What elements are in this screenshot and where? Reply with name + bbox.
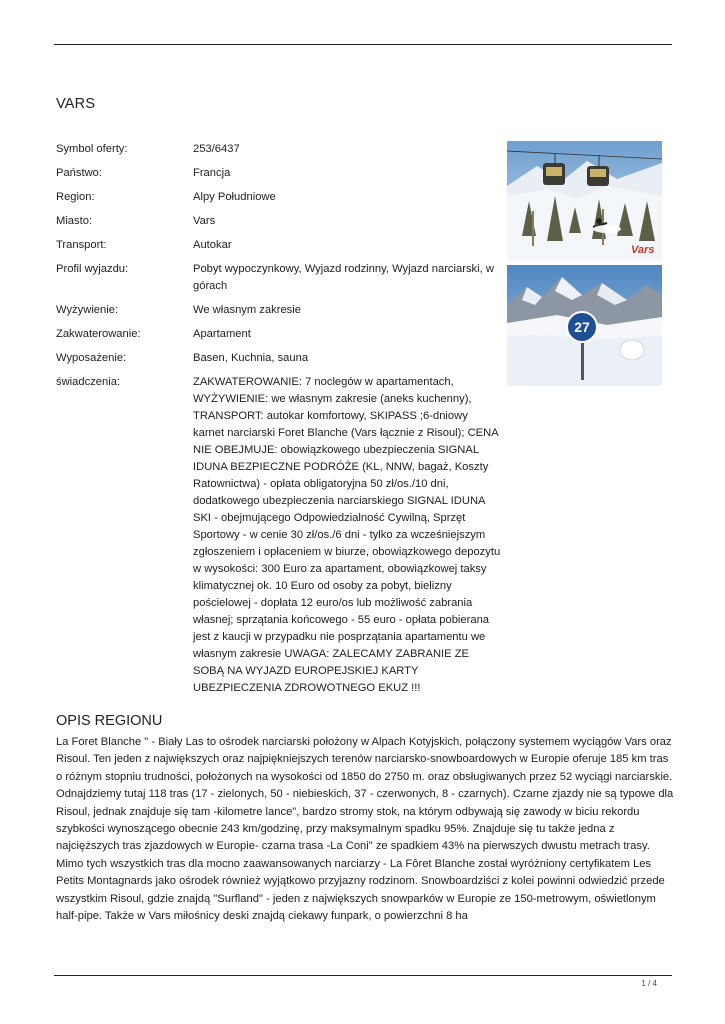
- detail-value: Francja: [193, 167, 231, 179]
- detail-value: Autokar: [193, 239, 232, 251]
- detail-row: [56, 261, 501, 295]
- detail-label: Profil wyjazdu:: [56, 263, 129, 275]
- detail-row: [56, 165, 501, 182]
- detail-label: Wyżywienie:: [56, 304, 119, 316]
- detail-label: Wyposażenie:: [56, 352, 127, 364]
- slope-sign-photo-image: [507, 265, 662, 386]
- detail-label: Państwo:: [56, 167, 103, 179]
- region-description: La Foret Blanche " - Biały Las to ośrodek narciarski położony w Alpach Kotyjskich, połączony systemem wyciągów Vars oraz Risoul. Ten jeden z największych oraz najpiękniejszych terenów narciarsko-snowboardowych w Europie oferuje 185 km tras o różnym stopniu trudności, położonych na wysokości od 1850 do 2750 m. oraz obsługiwanych przez 52 wyciągi narciarskie. Odnajdziemy tutaj 118 tras (17 - zielonych, 50 - niebieskich, 37 - czerwonych, 8 - czarnych). Czarne zjazdy nie są typowe dla Risoul, jednak znajduje się tam -kilometre lance", bardzo stromy stok, na którym odbywają się zawody w biciu rekordu szybkości wynoszącego obecnie 243 km/godzinę, przy maksymalnym spadku 95%. Znajduje się tu także jedna z najcięższych tras zjazdowych w Europie- czarna trasa -La Coni" ze spadkiem 43% na pierwszych dwustu metrach trasy. Mimo tych wszystkich tras dla mocno zaawansowanych narciarzy - La Fôret Blanche został wyróżniony certyfikatem Les Petits Montagnards jako ośrodek również wyjątkowo przyjazny rodzinom. Snowboardziści z kolei powinni odwiedzić przede wszystkim Risoul, gdzie znajdą "Surfland" - jeden z największych snowparków w Europie ze 150-metrowym, oświetlonym half-pipe. Także w Vars miłośnicy deski znajdą ciekawy funpark, o powierzchni 8 ha: [56, 736, 674, 923]
- page-number: 1 / 4: [641, 979, 657, 988]
- detail-label: Miasto:: [56, 215, 93, 227]
- header-rule: [54, 44, 672, 45]
- detail-value: Pobyt wypoczynkowy, Wyjazd rodzinny, Wyjazd narciarski, w górach: [193, 263, 494, 292]
- resort-photo-slope-sign: [507, 265, 662, 386]
- detail-value: Basen, Kuchnia, sauna: [193, 352, 309, 364]
- detail-row: [56, 213, 501, 230]
- footer-rule: [54, 975, 672, 976]
- detail-value: Vars: [193, 215, 216, 227]
- detail-row: [56, 189, 501, 206]
- detail-value: We własnym zakresie: [193, 304, 301, 316]
- slope-number-text: 27: [574, 319, 590, 335]
- detail-row: [56, 374, 501, 697]
- detail-value: 253/6437: [193, 143, 240, 155]
- detail-label: Transport:: [56, 239, 107, 251]
- section-title: OPIS REGIONU: [56, 713, 163, 729]
- vars-logo-text: Vars: [631, 244, 655, 256]
- offer-details: [56, 141, 501, 704]
- detail-label: Zakwaterowanie:: [56, 328, 141, 340]
- detail-value: ZAKWATEROWANIE: 7 noclegów w apartamentach, WYŻYWIENIE: we własnym zakresie (aneks kuchenny), TRANSPORT: autokar komfortowy, SKIPASS ;6-dniowy karnet narciarski Foret Blanche (Vars łącznie z Risoul); CENA NIE OBEJMUJE: obowiązkowego ubezpieczenia SIGNAL IDUNA BEZPIECZNE PODRÓŻE (KL, NNW, bagaż, Koszty Ratownictwa) - opłata obligatoryjna 50 zł/os./10 dni, dodatkowego ubezpieczenia narciarskiego SIGNAL IDUNA SKI - obejmującego Odpowiedzialność Cywilną, Sprzęt Sportowy - w cenie 30 zł/os./6 dni - tylko za wcześniejszym zgłoszeniem i opłaceniem w biurze, obowiązkowego depozytu w wysokości: 300 Euro za apartament, obowiązkowej taksy klimatycznej ok. 10 Euro od osoby za pobyt, bielizny pościelowej - dopłata 12 euro/os lub możliwość zabrania własnej; sprzątania końcowego - 55 euro - opłata pobierana jest z kaucji w przypadku nie posprzątania apartamentu we własnym zakresie UWAGA: ZALECAMY ZABRANIE ZE SOBĄ NA WYJAZD EUROPEJSKIEJ KARTY UBEZPIECZENIA ZDROWOTNEGO EKUZ !!!: [193, 376, 501, 694]
- detail-value: Apartament: [193, 328, 251, 340]
- gondola-photo-image: [507, 141, 662, 261]
- detail-row: [56, 141, 501, 158]
- detail-label: świadczenia:: [56, 376, 121, 388]
- detail-row: [56, 237, 501, 254]
- detail-row: [56, 302, 501, 319]
- detail-label: Region:: [56, 191, 95, 203]
- detail-row: [56, 326, 501, 343]
- page-title: VARS: [56, 96, 96, 112]
- detail-value: Alpy Południowe: [193, 191, 276, 203]
- resort-photo-gondola: [507, 141, 662, 261]
- detail-row: [56, 350, 501, 367]
- detail-label: Symbol oferty:: [56, 143, 128, 155]
